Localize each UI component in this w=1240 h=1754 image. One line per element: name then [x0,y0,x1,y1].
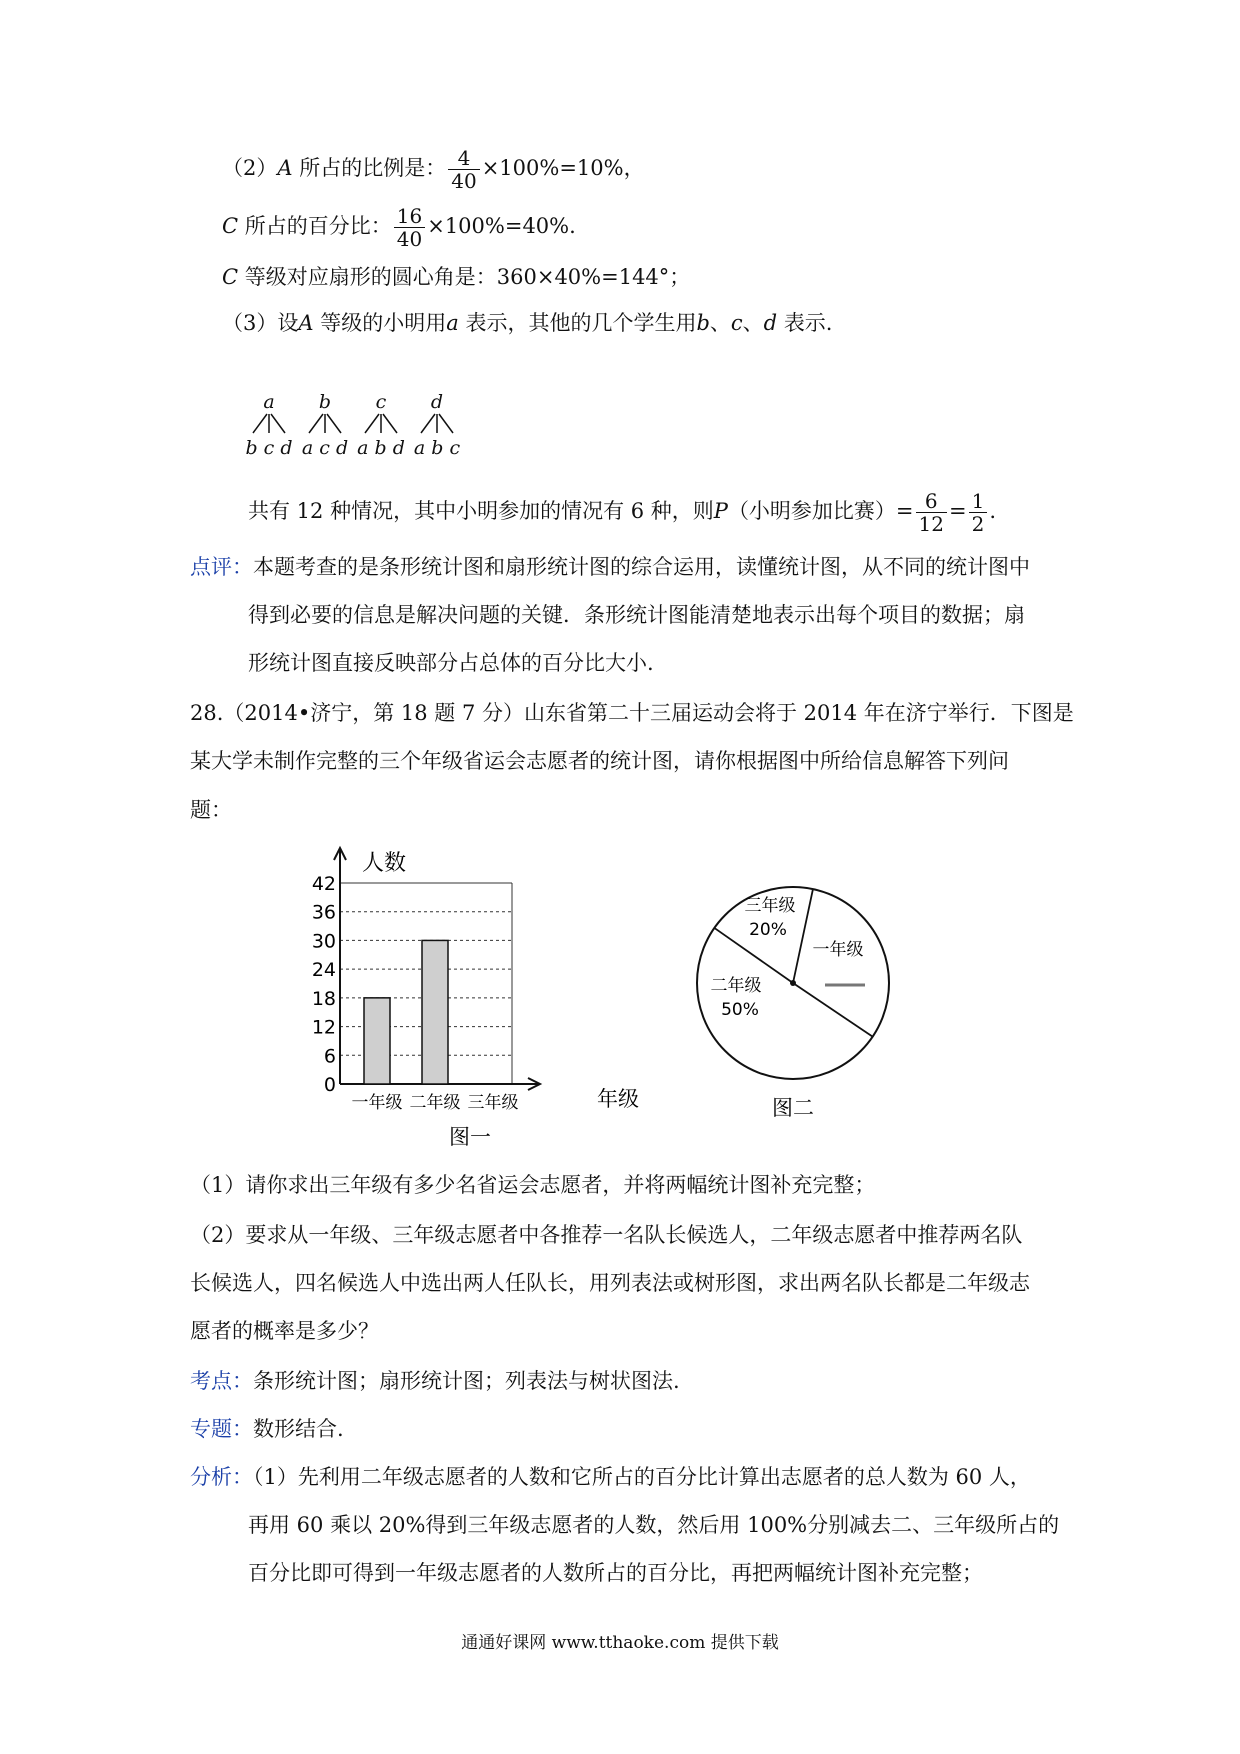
y-tick-label: 12 [311,1016,336,1039]
sol2-line2: C 所占的百分比： $\frac{16}{40}$ ×100%=40%. [222,204,576,251]
chart-title: 图一 [449,1125,491,1149]
pie-value-label: 50% [721,1000,759,1020]
y-tick-label: 24 [311,959,336,982]
pie-radius [793,889,813,983]
chart-title: 图二 [772,1096,814,1120]
y-tick-label: 30 [311,930,336,953]
fraction: $\frac{6}{12}$ [916,490,947,535]
sol2-line1: （2）A 所占的比例是： $\frac{4}{40}$ ×100%=10%， [222,146,645,193]
tree-leaves: b c d [245,437,293,459]
q28-line1: 28.（2014•济宁，第 18 题 7 分）山东省第二十三届运动会将于 2014 年在济宁举行．下图是 [190,701,1074,725]
q28-part2-line3: 愿者的概率是多少？ [190,1319,379,1343]
y-tick-label: 6 [323,1045,336,1068]
tree-leaves: a c d [301,437,349,459]
page-footer: 通通好课网 www.tthaoke.com 提供下载 [461,1633,779,1653]
kaodian-label: 考点： [190,1369,253,1393]
zhuanti-label: 专题： [190,1417,253,1441]
tree-a [245,391,292,459]
pie-label: 二年级 [710,976,762,996]
pie-value-label: 20% [749,920,787,940]
fraction: $\frac{16}{40}$ [394,205,425,250]
x-axis-label: 年级 [597,1087,639,1111]
tree-d [414,391,461,459]
pie-radius [793,983,873,1037]
q28-part1: （1）请你求出三年级有多少名省运会志愿者，并将两幅统计图补充完整； [190,1173,876,1197]
tree-c [357,391,405,459]
y-tick-label: 0 [323,1074,336,1096]
pie-label: 一年级 [812,940,864,960]
y-tick-label: 42 [311,873,336,895]
q28-part2-line2: 长候选人，四名候选人中选出两人任队长，用列表法或树形图，求出两名队长都是二年级志 [190,1271,1030,1295]
x-tick-label: 三年级 [467,1093,519,1113]
q28-line3: 题： [190,798,232,822]
fenxi-label: 分析： [190,1465,253,1489]
x-tick-label: 二年级 [409,1093,461,1113]
tree-leaves: a b d [357,437,405,459]
review-line3: 形统计图直接反映部分占总体的百分比大小. [248,651,654,675]
tree-root: c [375,391,387,413]
pie-chart [690,875,910,1135]
fraction: $\frac{1}{2}$ [969,490,988,535]
pie-label: 三年级 [744,896,796,916]
review-label: 点评： [190,555,253,579]
q28-line2: 某大学未制作完整的三个年级省运会志愿者的统计图，请你根据图中所给信息解答下列问 [190,749,1009,773]
fenxi-line2: 再用 60 乘以 20%得到三年级志愿者的人数，然后用 100%分别减去二、三年级所占的 [248,1513,1060,1537]
y-tick-label: 18 [311,987,336,1010]
tree-b [302,391,348,459]
sol2-line3: C 等级对应扇形的圆心角是：360×40%=144°； [222,265,691,289]
tree-root: a [263,391,275,413]
fraction: $\frac{4}{40}$ [448,147,479,192]
bar [364,998,390,1084]
tree-leaves: a b c [413,437,461,459]
tree-root: b [318,391,332,413]
y-tick-label: 36 [311,901,336,924]
review-line2: 得到必要的信息是解决问题的关键．条形统计图能清楚地表示出每个项目的数据；扇 [248,603,1025,627]
zhuanti-line: 专题：数形结合. [190,1417,344,1441]
x-tick-label: 一年级 [351,1093,403,1113]
y-axis-label: 人数 [361,851,407,876]
kaodian-line: 考点：条形统计图；扇形统计图；列表法与树状图法. [190,1369,680,1393]
fenxi-line3: 百分比即可得到一年级志愿者的人数所占的百分比，再把两幅统计图补充完整； [248,1561,983,1585]
bar-chart [311,840,660,1158]
tree-root: d [430,391,444,413]
tree-diagram [245,388,505,458]
sol3-line1: （3）设A 等级的小明用a 表示，其他的几个学生用b、c、d 表示. [222,311,833,335]
q28-part2-line1: （2）要求从一年级、三年级志愿者中各推荐一名队长候选人，二年级志愿者中推荐两名队 [190,1223,1023,1247]
pie-center [790,980,796,986]
sol3-line2: 共有 12 种情况，其中小明参加的情况有 6 种，则P（小明参加比赛）= $\frac{6}{12}$ = $\frac{1}{2}$ . [248,489,997,536]
fenxi-line1: 分析：（1）先利用二年级志愿者的人数和它所占的百分比计算出志愿者的总人数为 60 人， [190,1465,1031,1489]
review-line1: 点评：本题考查的是条形统计图和扇形统计图的综合运用，读懂统计图，从不同的统计图中 [190,555,1030,579]
bar [422,940,448,1084]
